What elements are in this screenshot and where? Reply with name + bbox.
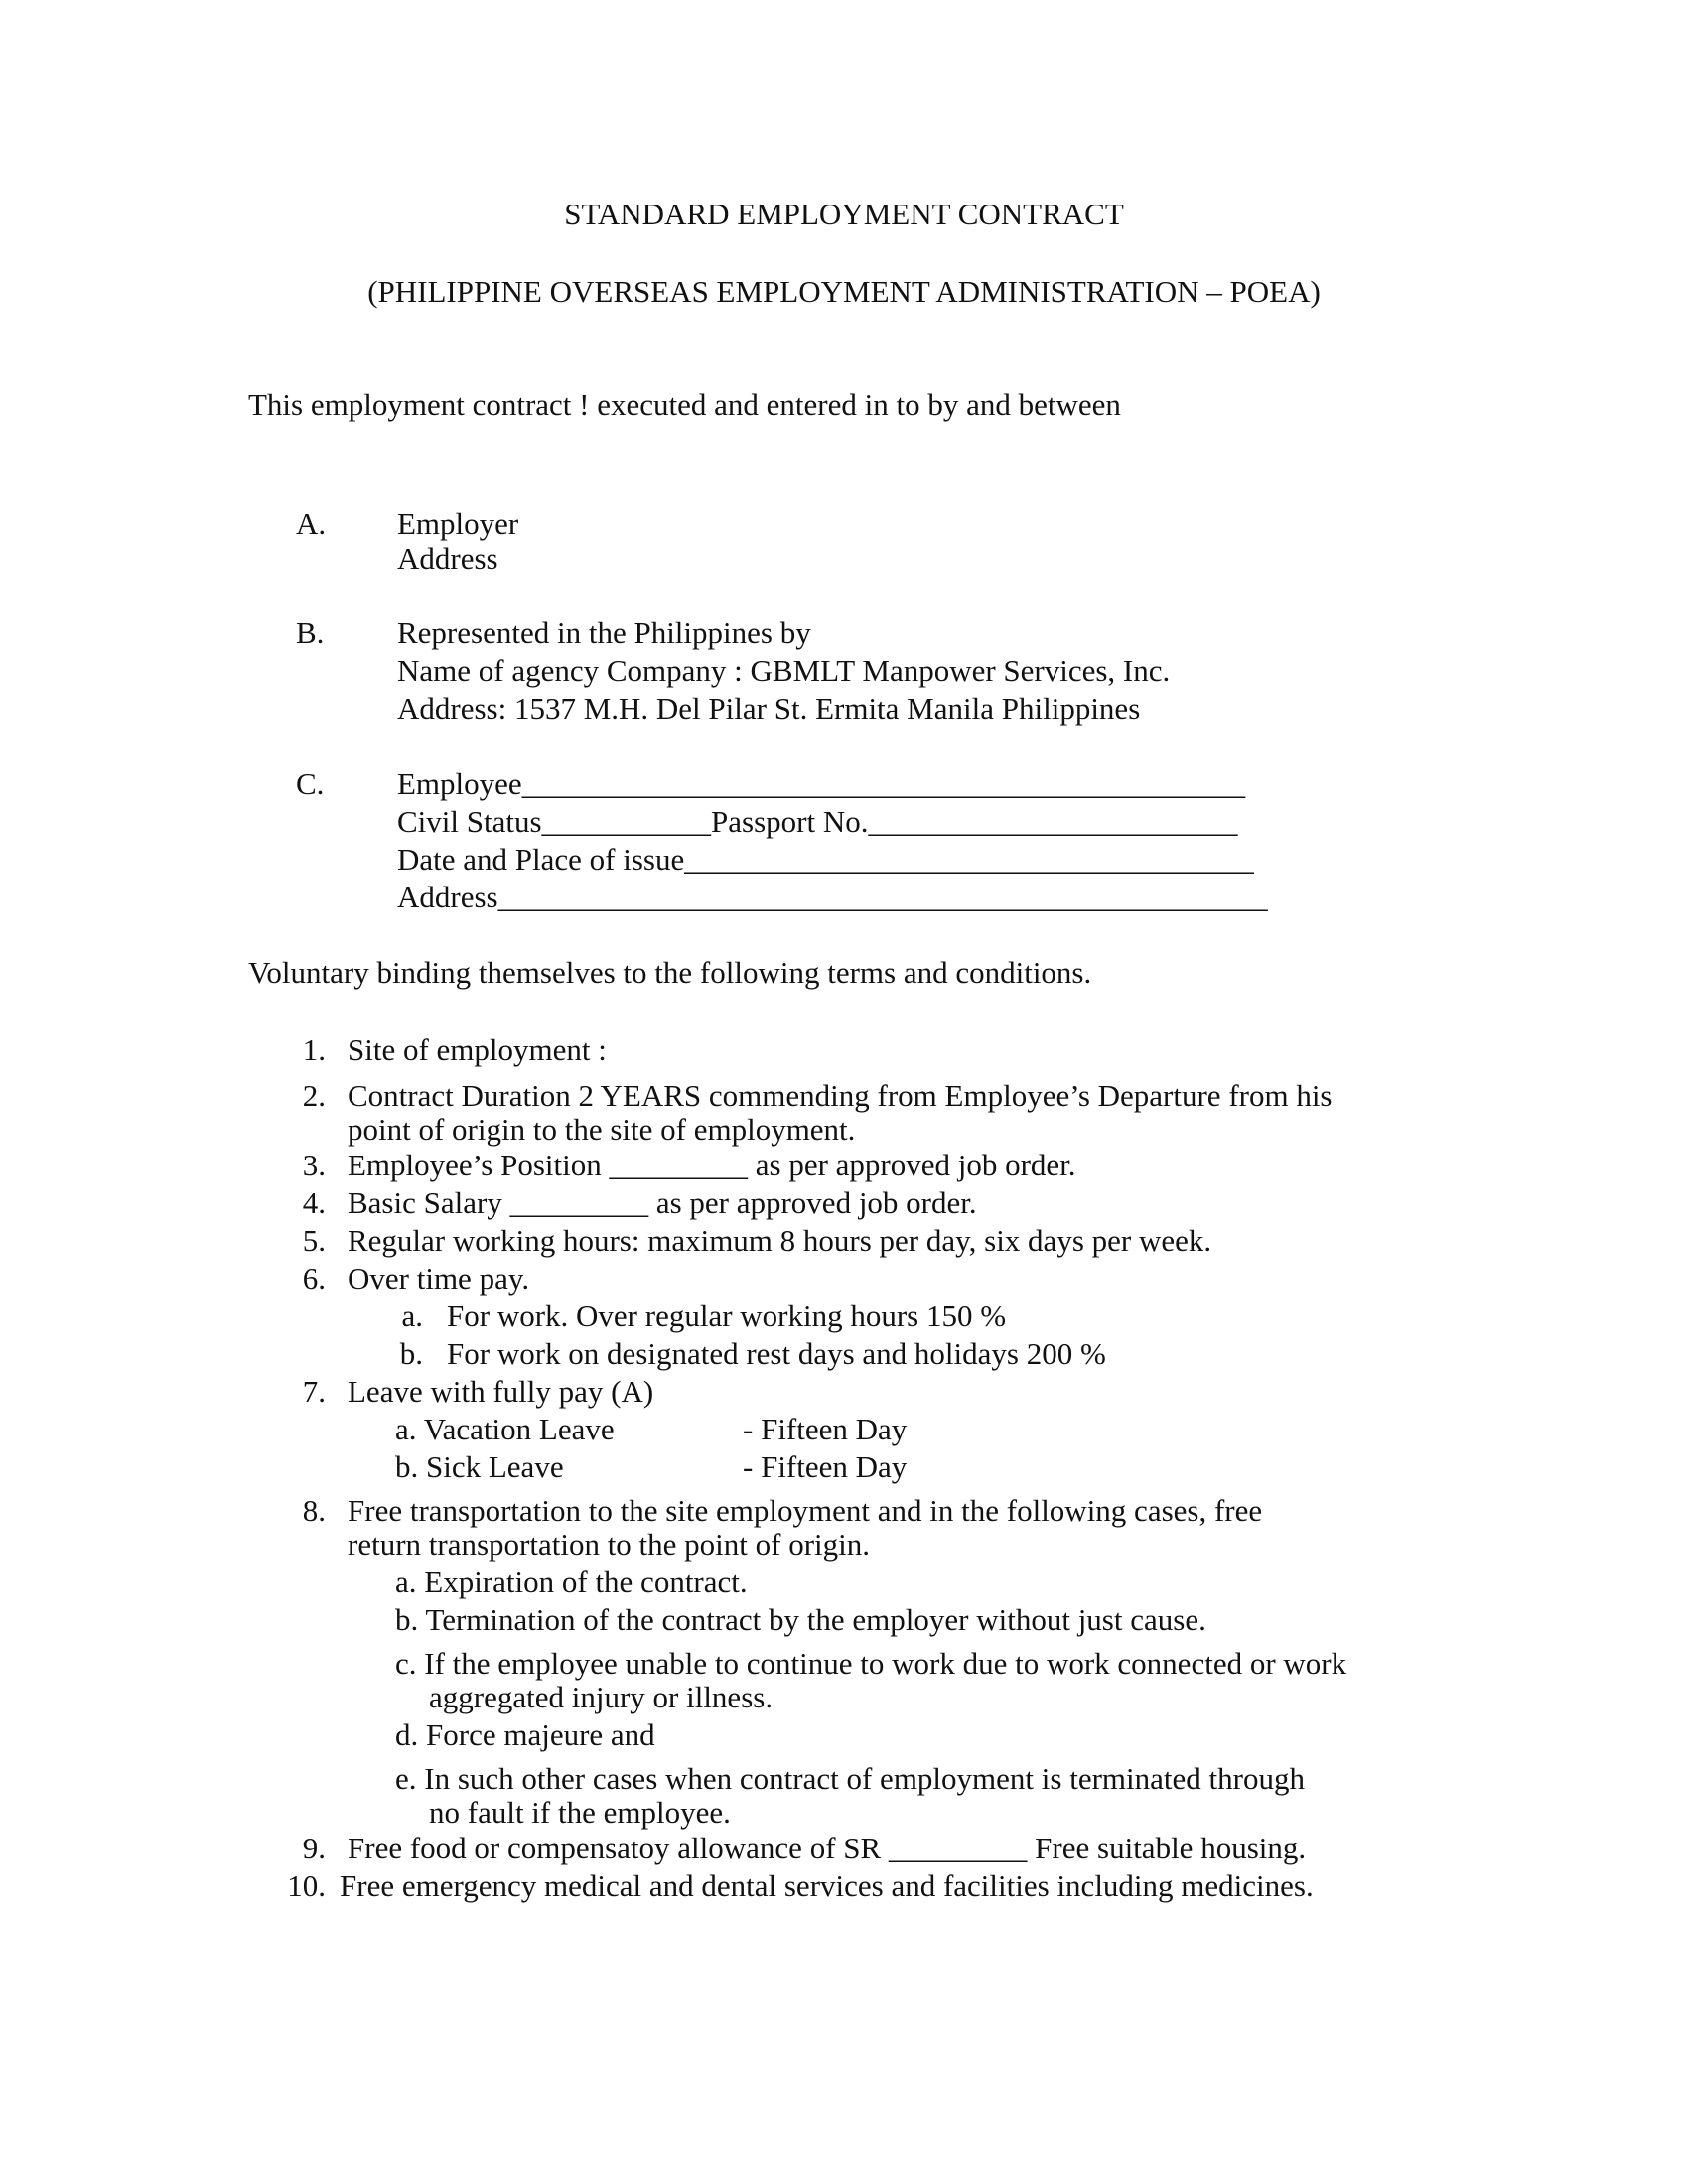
- voluntary-text: Voluntary binding themselves to the following terms and conditions.: [248, 955, 1092, 990]
- document-title: STANDARD EMPLOYMENT CONTRACT: [564, 197, 1124, 231]
- term-5-number: 5.: [302, 1223, 326, 1258]
- term-7b-label: b. Sick Leave: [395, 1449, 564, 1484]
- term-2-number: 2.: [302, 1078, 326, 1113]
- term-6a-text: For work. Over regular working hours 150 %: [447, 1298, 1007, 1333]
- term-9-text: Free food or compensatoy allowance of SR _________ Free suitable housing.: [348, 1831, 1307, 1865]
- term-9-number: 9.: [302, 1831, 326, 1865]
- party-c-address: Address__________________________________________________: [397, 880, 1268, 914]
- term-1-number: 1.: [302, 1032, 326, 1067]
- term-5-text: Regular working hours: maximum 8 hours per day, six days per week.: [348, 1223, 1212, 1258]
- party-a-letter: A.: [296, 506, 327, 541]
- term-8e-text-line2: no fault if the employee.: [429, 1795, 731, 1830]
- term-7-text: Leave with fully pay (A): [348, 1374, 654, 1409]
- party-a-employer: Employer: [397, 506, 519, 541]
- term-2-text: Contract Duration 2 YEARS commending from Employee’s Departure from his: [348, 1078, 1333, 1113]
- party-b-represented: Represented in the Philippines by: [397, 615, 811, 650]
- term-8b-text: b. Termination of the contract by the employer without just cause.: [395, 1602, 1206, 1637]
- term-6-text: Over time pay.: [348, 1261, 530, 1296]
- party-c-civil-status: Civil Status___________Passport No.________________________: [397, 804, 1238, 839]
- term-8-number: 8.: [302, 1493, 326, 1528]
- term-8c-text-line2: aggregated injury or illness.: [429, 1680, 774, 1714]
- party-c-employee: Employee_______________________________________________: [397, 766, 1246, 801]
- term-6a-letter: a.: [401, 1298, 423, 1333]
- term-6b-text: For work on designated rest days and holidays 200 %: [447, 1336, 1106, 1371]
- term-8d-text: d. Force majeure and: [395, 1717, 655, 1752]
- party-b-address: Address: 1537 M.H. Del Pilar St. Ermita Manila Philippines: [397, 691, 1141, 726]
- term-7b-value: - Fifteen Day: [743, 1449, 908, 1484]
- term-7-number: 7.: [302, 1374, 326, 1409]
- party-b-letter: B.: [296, 615, 325, 650]
- term-3-number: 3.: [302, 1148, 326, 1182]
- term-8c-text: c. If the employee unable to continue to work due to work connected or work: [395, 1646, 1347, 1681]
- term-6b-letter: b.: [399, 1336, 423, 1371]
- term-6-number: 6.: [302, 1261, 326, 1296]
- document-subtitle: (PHILIPPINE OVERSEAS EMPLOYMENT ADMINISTRATION – POEA): [367, 274, 1321, 309]
- party-c-letter: C.: [296, 766, 325, 801]
- party-a-address: Address: [397, 541, 498, 576]
- term-3-text: Employee’s Position _________ as per approved job order.: [348, 1148, 1076, 1182]
- term-10-text: Free emergency medical and dental services and facilities including medicines.: [340, 1868, 1314, 1903]
- term-8-text: Free transportation to the site employment and in the following cases, free: [348, 1493, 1263, 1528]
- term-8a-text: a. Expiration of the contract.: [395, 1565, 748, 1599]
- term-7a-value: - Fifteen Day: [743, 1412, 908, 1446]
- term-1-text: Site of employment :: [348, 1032, 607, 1067]
- term-4-number: 4.: [302, 1185, 326, 1220]
- term-4-text: Basic Salary _________ as per approved job order.: [348, 1185, 977, 1220]
- intro-text: This employment contract ! executed and entered in to by and between: [248, 387, 1121, 422]
- term-10-number: 10.: [287, 1868, 326, 1903]
- party-b-agency: Name of agency Company : GBMLT Manpower Services, Inc.: [397, 653, 1171, 688]
- term-8-text-line2: return transportation to the point of origin.: [348, 1527, 871, 1562]
- party-c-date-place: Date and Place of issue_____________________________________: [397, 842, 1254, 877]
- term-8e-text: e. In such other cases when contract of employment is terminated through: [395, 1761, 1305, 1796]
- term-2-text-line2: point of origin to the site of employment.: [348, 1112, 856, 1147]
- term-7a-label: a. Vacation Leave: [395, 1412, 615, 1446]
